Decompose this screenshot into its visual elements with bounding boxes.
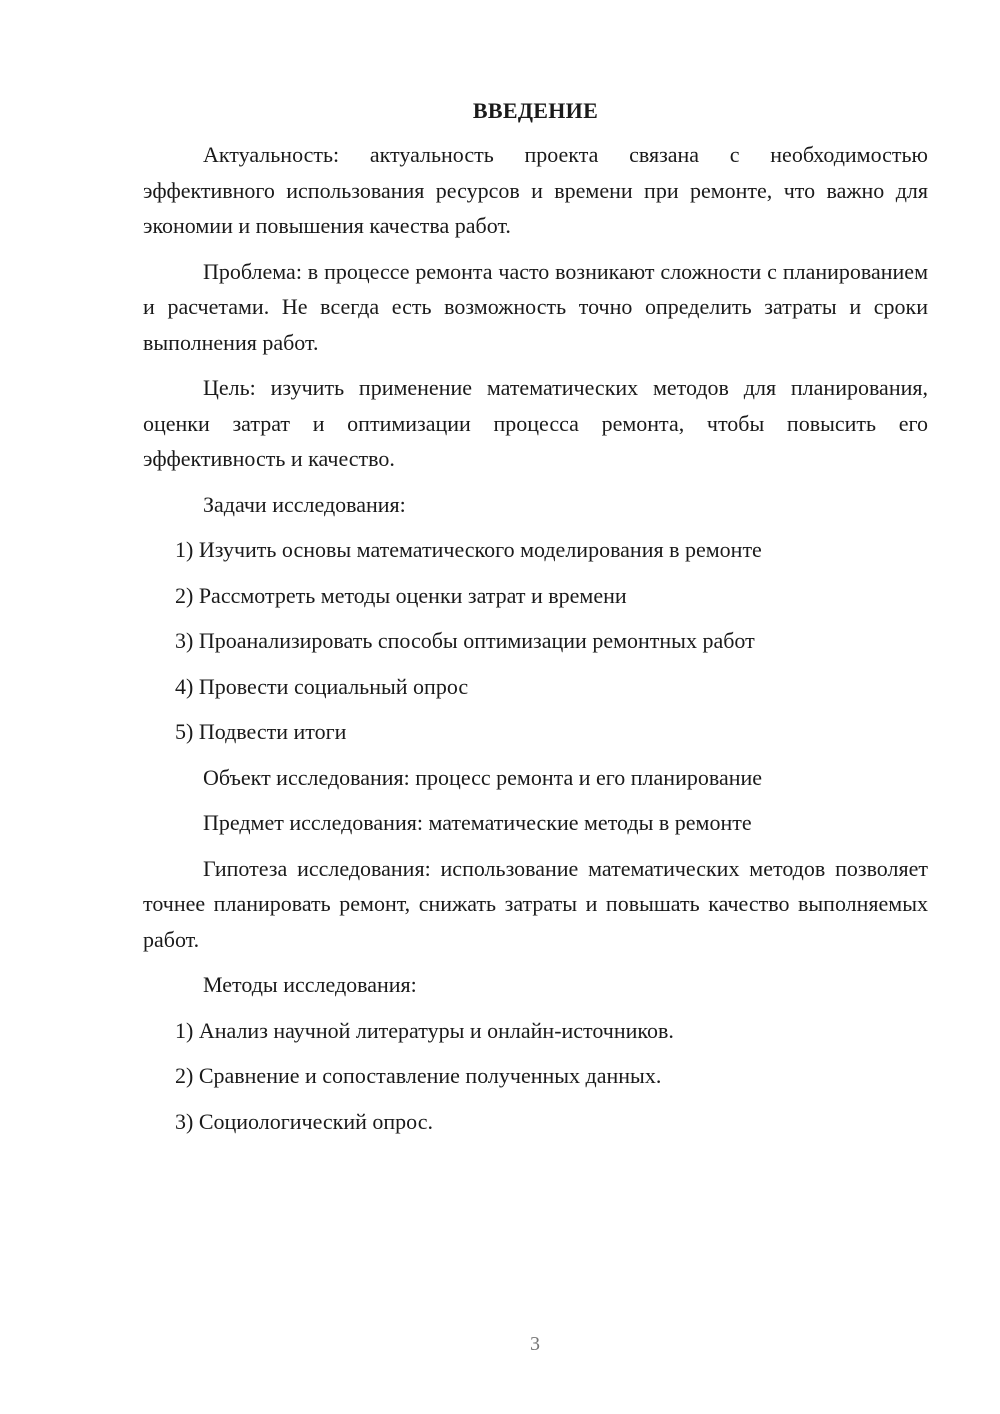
document-page [143, 96, 928, 1149]
goal-paragraph: Цель: изучить применение математических методов для планирования, оценки затрат и оптимизации процесса ремонта, чтобы повысить его эффективность и качество. [143, 375, 928, 471]
task-item: 2) Рассмотреть методы оценки затрат и времени [175, 582, 627, 608]
task-item: 5) Подвести итоги [175, 719, 347, 744]
hypothesis-paragraph: Гипотеза исследования: использование математических методов позволяет точнее планировать ремонт, снижать затраты и повышать качество выполняемых работ. [143, 855, 928, 952]
subject-paragraph: Предмет исследования: математические методы в ремонте [203, 810, 752, 835]
task-item: 4) Провести социальный опрос [175, 673, 469, 699]
section-title: ВВЕДЕНИЕ [472, 98, 599, 123]
relevance-paragraph: Актуальность: актуальность проекта связана с необходимостью эффективного использования ресурсов и времени при ремонте, что важно для экономии и повышения качества работ. [143, 142, 928, 238]
object-paragraph: Объект исследования: процесс ремонта и его планирование [203, 764, 763, 790]
page-number: 3 [530, 1333, 540, 1355]
tasks-label: Задачи исследования: [203, 491, 406, 517]
methods-list [143, 1013, 928, 1140]
method-item: 2) Сравнение и сопоставление полученных данных. [175, 1063, 662, 1088]
tasks-list [143, 532, 928, 750]
task-item: 3) Проанализировать способы оптимизации ремонтных работ [175, 628, 755, 653]
method-item: 3) Социологический опрос. [175, 1108, 433, 1134]
problem-paragraph: Проблема: в процессе ремонта часто возникают сложности с планированием и расчетами. Не всегда есть возможность точно определить затраты и сроки выполнения работ. [143, 258, 928, 355]
method-item: 1) Анализ научной литературы и онлайн-источников. [175, 1017, 674, 1043]
methods-label: Методы исследования: [203, 972, 417, 997]
task-item: 1) Изучить основы математического моделирования в ремонте [175, 537, 762, 562]
